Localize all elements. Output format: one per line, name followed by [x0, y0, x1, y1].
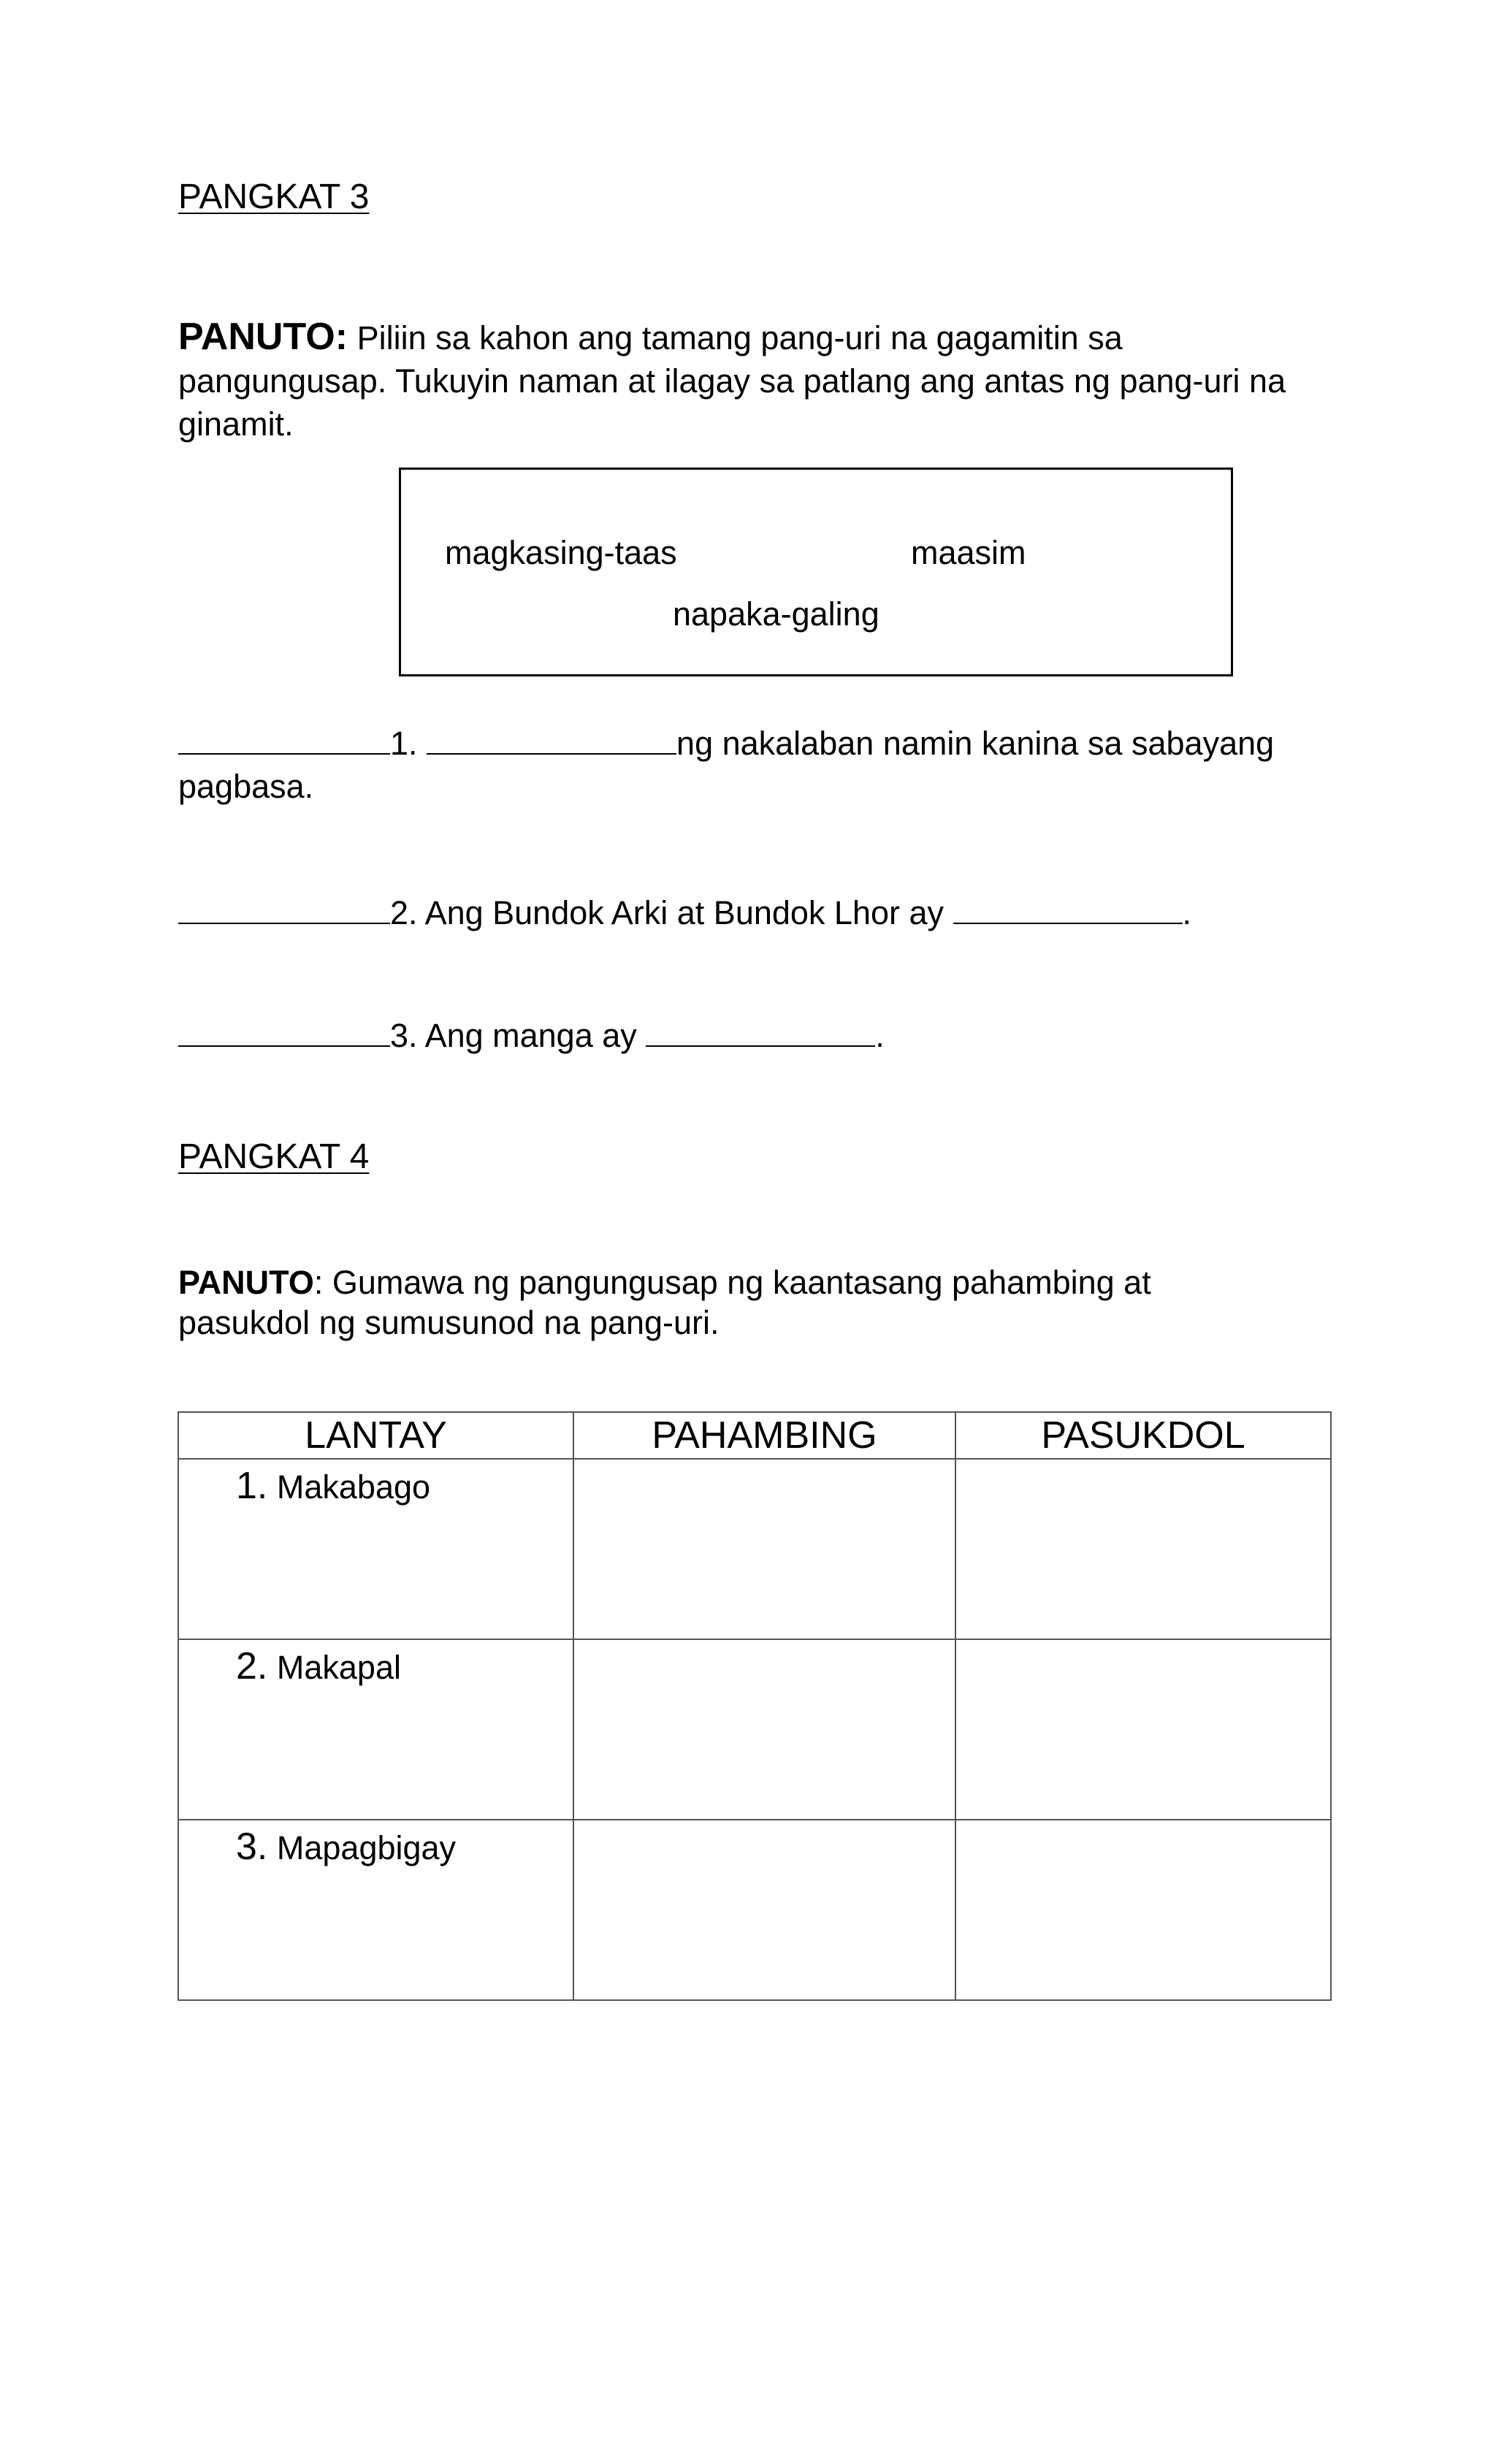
section3-directions-text: Piliin sa kahon ang tamang pang-uri na gagamitin sa pangungusap. Tukuyin naman at ilagay sa patlang ang antas ng pang-uri na ginamit. [178, 319, 1286, 443]
fill-blank[interactable] [953, 890, 1183, 924]
pasukdol-answer-cell[interactable] [955, 1639, 1331, 1820]
word-choice-box [399, 468, 1233, 676]
exercise-item-2 [178, 890, 1191, 934]
exercise-item-3 [178, 1012, 885, 1057]
row-number: 3. [236, 1826, 268, 1868]
item-number: 2. [390, 894, 418, 931]
answer-blank[interactable] [178, 1012, 390, 1047]
item-number: 3. [390, 1017, 418, 1054]
choice-word: napaka-galing [673, 595, 879, 633]
section4-heading: PANGKAT 4 [178, 1137, 370, 1176]
column-header-lantay: LANTAY [178, 1412, 573, 1459]
item-text: ng nakalaban namin kanina sa sabayang pagbasa. [178, 725, 1275, 805]
fill-blank[interactable] [427, 720, 676, 755]
pahambing-answer-cell[interactable] [573, 1459, 955, 1639]
item-number: 1. [390, 725, 418, 762]
table-row [178, 1820, 1331, 2000]
item-end: . [875, 1017, 885, 1054]
item-end: . [1182, 894, 1192, 931]
section4-directions [178, 1262, 1274, 1343]
pasukdol-answer-cell[interactable] [955, 1820, 1331, 2000]
lantay-cell [178, 1639, 573, 1820]
choice-word: magkasing-taas [445, 534, 677, 571]
table-row [178, 1459, 1331, 1639]
row-word: Mapagbigay [276, 1829, 457, 1866]
section3-directions [178, 316, 1318, 446]
fill-blank[interactable] [646, 1012, 875, 1047]
answer-blank[interactable] [178, 720, 390, 755]
pahambing-answer-cell[interactable] [573, 1639, 955, 1820]
table-header-row [178, 1412, 1331, 1459]
section3-heading: PANGKAT 3 [178, 178, 370, 216]
pasukdol-answer-cell[interactable] [955, 1459, 1331, 1639]
section3-directions-label: PANUTO: [178, 316, 348, 358]
row-word: Makabago [276, 1468, 431, 1506]
answer-blank[interactable] [178, 890, 390, 924]
item-text: Ang manga ay [424, 1017, 637, 1054]
column-header-pahambing: PAHAMBING [573, 1412, 955, 1459]
section4-directions-text: : Gumawa ng pangungusap ng kaantasang pahambing at pasukdol ng sumusunod na pang-uri. [178, 1264, 1151, 1341]
row-word: Makapal [276, 1649, 401, 1686]
lantay-cell [178, 1459, 573, 1639]
section4-directions-label: PANUTO [178, 1264, 314, 1301]
table-row [178, 1639, 1331, 1820]
row-number: 2. [236, 1645, 268, 1687]
pahambing-answer-cell[interactable] [573, 1820, 955, 2000]
column-header-pasukdol: PASUKDOL [955, 1412, 1331, 1459]
choice-word: maasim [911, 534, 1026, 571]
lantay-cell [178, 1820, 573, 2000]
exercise-item-1 [178, 720, 1325, 808]
adjective-degrees-table [178, 1411, 1332, 2001]
item-text: Ang Bundok Arki at Bundok Lhor ay [424, 894, 944, 931]
row-number: 1. [236, 1465, 268, 1507]
